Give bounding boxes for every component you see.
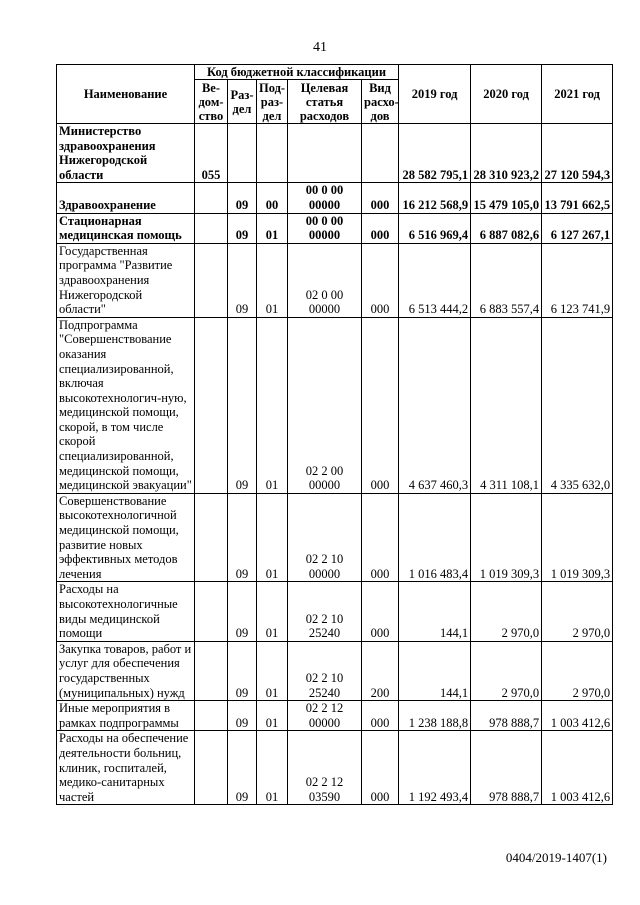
- table-row: [57, 213, 613, 243]
- cell-ved: [195, 317, 228, 493]
- cell-v2020: 2 970,0: [471, 641, 542, 700]
- table-row: [57, 124, 613, 183]
- table-row: [57, 582, 613, 641]
- cell-name: Совершенствование высокотехнологичной медицинской помощи, развитие новых эффективных методов лечения: [57, 493, 195, 582]
- cell-v2019: 1 192 493,4: [399, 731, 471, 805]
- cell-v2021: 4 335 632,0: [542, 317, 613, 493]
- cell-podraz: 01: [257, 582, 288, 641]
- cell-name: Иные мероприятия в рамках подпрограммы: [57, 701, 195, 731]
- cell-v2019: 6 516 969,4: [399, 213, 471, 243]
- cell-v2019: 4 637 460,3: [399, 317, 471, 493]
- table-row: [57, 701, 613, 731]
- cell-v2019: 16 212 568,9: [399, 183, 471, 213]
- cell-podraz: 01: [257, 701, 288, 731]
- cell-vid: 000: [362, 213, 399, 243]
- cell-vid: [362, 124, 399, 183]
- cell-raz: 09: [228, 731, 257, 805]
- cell-ved: [195, 731, 228, 805]
- cell-ved: [195, 641, 228, 700]
- cell-name: Расходы на обеспечение деятельности больниц, клиник, госпиталей, медико-санитарных частей: [57, 731, 195, 805]
- cell-cs: 02 0 00 00000: [288, 243, 362, 317]
- cell-raz: 09: [228, 317, 257, 493]
- cell-name: Закупка товаров, работ и услуг для обеспечения государственных (муниципальных) нужд: [57, 641, 195, 700]
- cell-cs: 02 2 00 00000: [288, 317, 362, 493]
- cell-podraz: 01: [257, 493, 288, 582]
- table-row: [57, 317, 613, 493]
- cell-vid: 000: [362, 317, 399, 493]
- cell-raz: 09: [228, 701, 257, 731]
- cell-ved: [195, 582, 228, 641]
- cell-v2021: 1 003 412,6: [542, 731, 613, 805]
- cell-v2021: 6 123 741,9: [542, 243, 613, 317]
- cell-cs: 02 2 12 00000: [288, 701, 362, 731]
- cell-cs: 02 2 12 03590: [288, 731, 362, 805]
- header-name: Наименование: [57, 65, 195, 124]
- cell-raz: 09: [228, 582, 257, 641]
- cell-raz: [228, 124, 257, 183]
- table-row: [57, 493, 613, 582]
- cell-raz: 09: [228, 493, 257, 582]
- cell-name: Подпрограмма "Совершенствование оказания специализированной, включая высокотехнологич-ную, медицинской помощи, скорой, в том числе скорой специализированной, медицинской помощи, медицинской эвакуации": [57, 317, 195, 493]
- cell-cs: 02 2 10 25240: [288, 641, 362, 700]
- table-row: [57, 641, 613, 700]
- header-vedomstvo: Ве-дом-ство: [195, 80, 228, 124]
- cell-ved: [195, 213, 228, 243]
- cell-v2019: 1 016 483,4: [399, 493, 471, 582]
- cell-ved: [195, 243, 228, 317]
- cell-v2020: 15 479 105,0: [471, 183, 542, 213]
- cell-vid: 000: [362, 243, 399, 317]
- budget-table: [56, 64, 613, 805]
- header-podrazdel: Под-раз-дел: [257, 80, 288, 124]
- document-code: 0404/2019-1407(1): [505, 850, 607, 865]
- cell-v2021: 2 970,0: [542, 641, 613, 700]
- header-2019: 2019 год: [399, 65, 471, 124]
- header-code-group: Код бюджетной классификации: [195, 65, 399, 80]
- cell-name: Государственная программа "Развитие здравоохранения Нижегородской области": [57, 243, 195, 317]
- cell-name: Здравоохранение: [57, 183, 195, 213]
- cell-podraz: 01: [257, 243, 288, 317]
- cell-v2021: 2 970,0: [542, 582, 613, 641]
- cell-v2021: 6 127 267,1: [542, 213, 613, 243]
- cell-vid: 200: [362, 641, 399, 700]
- cell-v2019: 1 238 188,8: [399, 701, 471, 731]
- cell-v2021: 1 019 309,3: [542, 493, 613, 582]
- cell-podraz: 01: [257, 641, 288, 700]
- header-celevaya: Целевая статья расходов: [288, 80, 362, 124]
- cell-v2020: 4 311 108,1: [471, 317, 542, 493]
- cell-v2021: 27 120 594,3: [542, 124, 613, 183]
- cell-podraz: 01: [257, 317, 288, 493]
- table-row: [57, 183, 613, 213]
- cell-name: Министерство здравоохранения Нижегородской области: [57, 124, 195, 183]
- cell-podraz: 01: [257, 213, 288, 243]
- cell-vid: 000: [362, 731, 399, 805]
- cell-ved: [195, 701, 228, 731]
- cell-vid: 000: [362, 701, 399, 731]
- cell-cs: [288, 124, 362, 183]
- cell-vid: 000: [362, 493, 399, 582]
- cell-cs: 00 0 00 00000: [288, 183, 362, 213]
- cell-raz: 09: [228, 641, 257, 700]
- cell-ved: [195, 493, 228, 582]
- cell-v2019: 144,1: [399, 582, 471, 641]
- cell-vid: 000: [362, 183, 399, 213]
- header-vid: Вид расхо-дов: [362, 80, 399, 124]
- cell-v2020: 1 019 309,3: [471, 493, 542, 582]
- header-2021: 2021 год: [542, 65, 613, 124]
- cell-raz: 09: [228, 183, 257, 213]
- cell-vid: 000: [362, 582, 399, 641]
- cell-v2020: 978 888,7: [471, 731, 542, 805]
- cell-podraz: [257, 124, 288, 183]
- cell-v2021: 13 791 662,5: [542, 183, 613, 213]
- cell-ved: 055: [195, 124, 228, 183]
- cell-cs: 02 2 10 00000: [288, 493, 362, 582]
- cell-v2019: 6 513 444,2: [399, 243, 471, 317]
- header-2020: 2020 год: [471, 65, 542, 124]
- cell-cs: 00 0 00 00000: [288, 213, 362, 243]
- cell-raz: 09: [228, 213, 257, 243]
- cell-v2021: 1 003 412,6: [542, 701, 613, 731]
- cell-v2020: 28 310 923,2: [471, 124, 542, 183]
- cell-v2020: 6 883 557,4: [471, 243, 542, 317]
- table-row: [57, 243, 613, 317]
- table-body: [57, 124, 613, 805]
- cell-v2020: 6 887 082,6: [471, 213, 542, 243]
- cell-name: Стационарная медицинская помощь: [57, 213, 195, 243]
- cell-name: Расходы на высокотехнологичные виды медицинской помощи: [57, 582, 195, 641]
- cell-v2020: 978 888,7: [471, 701, 542, 731]
- cell-v2020: 2 970,0: [471, 582, 542, 641]
- cell-podraz: 01: [257, 731, 288, 805]
- cell-ved: [195, 183, 228, 213]
- cell-v2019: 28 582 795,1: [399, 124, 471, 183]
- cell-cs: 02 2 10 25240: [288, 582, 362, 641]
- cell-raz: 09: [228, 243, 257, 317]
- table-row: [57, 731, 613, 805]
- cell-podraz: 00: [257, 183, 288, 213]
- header-razdel: Раз-дел: [228, 80, 257, 124]
- cell-v2019: 144,1: [399, 641, 471, 700]
- page-number: 41: [313, 40, 327, 55]
